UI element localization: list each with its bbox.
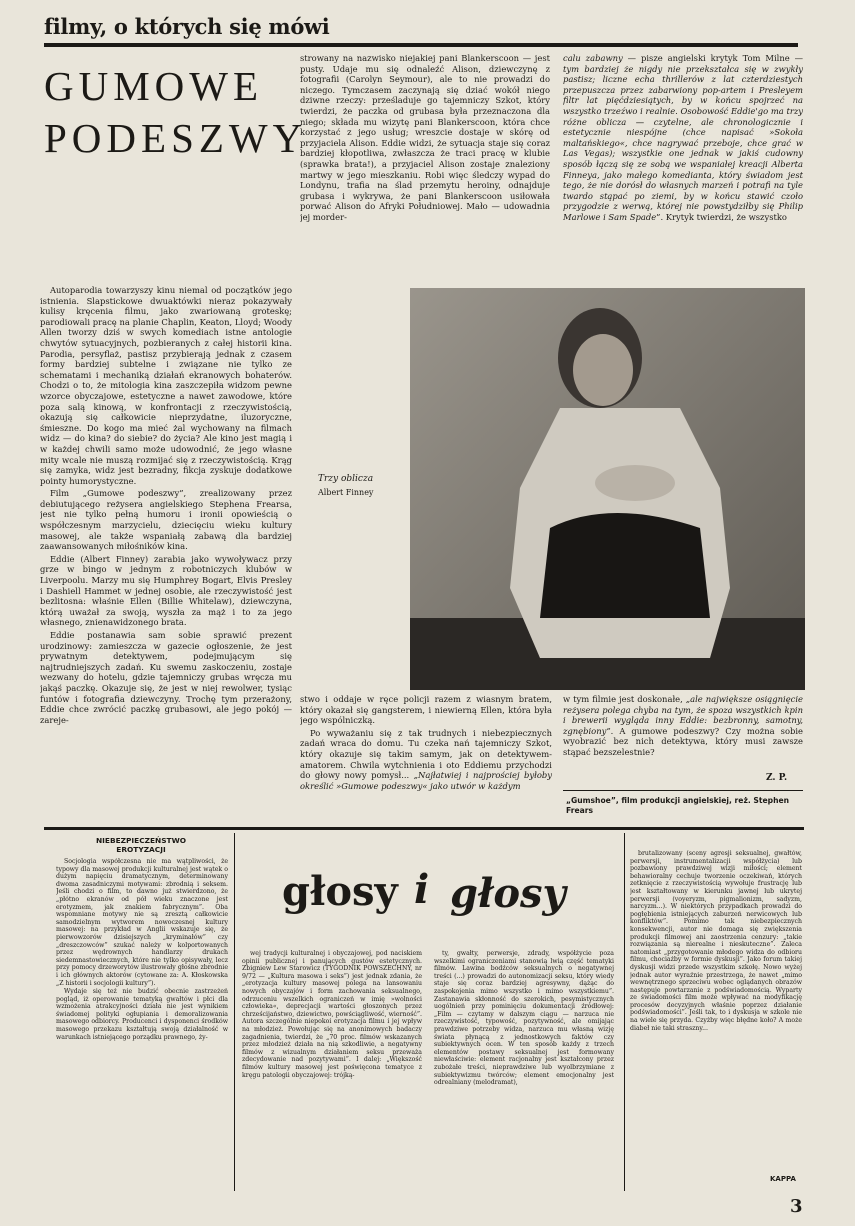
section-header: filmy, o których się mówi [44,14,330,39]
voices-title-part3: głosy [450,870,566,917]
article-col3-bottom [563,694,803,772]
col3-bottom-quote: „ale największe osiągnięcie reżysera polega chyba na tym, że spoza wszystkich kpin i brewerii wygląda inny Eddie: bezbronny, samotny, zgnębiony” [563,694,803,736]
film-still-photo [410,288,805,690]
col2-bottom-text: Po wyważaniu się z tak trudnych i niebezpiecznych zadań wraca do domu. Tu czeka nań tajemniczy Szkot, który okazuje się takim samym, jak on detektywem-amatorem. Chwila wytchnienia i oto Eddiemu przychodzi do głowy nowy pomysł... [300,727,552,781]
col3-quote-a: calu zabawny [563,53,623,63]
voices-left-paragraph-1: Socjologia współczesna nie ma wątpliwości, że typowy dla masowej produkcji kulturalnej jest wątek o dużym napięciu dramatycznym, determinowany dwoma zasadniczymi motywami: zbrodnią i seksem. Jeśli chodzi o film, to dawno już stwierdzono, że „płótno ekranów od pół wieku znaczone jest erotyzmem, jak znakiem fabrycznym”. Oba wspomniane motywy nie są zresztą całkowicie samodzielnym wytworem nowoczesnej kultury masowej: na przykład w Anglii wskazuje się, że pierwowzorów dzisiejszych „kryminałów” czy „dreszczowców” szukać należy w kolportowanych przez wędrownych handlarzy drukach siedemnastowiecznych, które nie tylko opisywały, lecz przy pomocy drzeworytów ilustrowały głośne zbrodnie i ich głównych aktorów (cytowane za: A. Kłoskowska „Z historii i socjologii kultury”). [56,858,228,987]
article-col1 [40,285,292,807]
col1-paragraph-2: Film „Gumowe podeszwy”, zrealizowany przez debiutującego reżysera angielskiego Stephena Frearsa, jest nie tylko pełną humoru i ironii opowieścią o współczesnym marzycielu, dziecięciu wieku kultury masowej, ale także wspaniałą zabawą dla bardziej zaawansowanych miłośników kina. [40,488,292,552]
voices-mid2-paragraph: ty, gwałty, perwersje, zdrady, współżycie poza wszelkimi ograniczeniami stanowią lwią część tematyki filmów. Lawina bodźców seksualnych o negatywnej treści (...) prowadzi do autonomizacji seksu, który wiedy staje się coraz bardziej agresywny, dążąc do zaspokojenia mimo wszystko i mimo wszystkiemu”. Zastanawia skłonność do szerokich, pesymistycznych uogólnień przy pominięciu dokumentacji źródłowej: „Film — czytamy w dalszym ciągu — narzuca nie rzeczywistość, typowość, pozytywność, ale omijając prawdziwe potrzeby widza, narzuca mu własną wizję świata płynącą z jednostkowych faktów czy subiektywnych ocen. W ten sposób każdy z trzech elementów postawy seksualnej jest formowany niewłaściwie: element racjonalny jest kształcony przez zubożałe treści, nieprawdziwe lub wyolbrzymiane z subiektywizmu twórców; element emocjonalny jest odrealniany (melodramat), [434,950,614,1087]
col2-bottom-paragraph-2 [300,728,552,792]
title-line-1: GUMOWE [44,63,264,109]
article-col2-top [300,53,550,273]
voices-title-part1: głosy [282,868,398,915]
col3-tail: ”. Krytyk twierdzi, że wszystko [656,211,787,222]
voices-title-part2: i [414,866,430,913]
photo-caption-name: Albert Finney [318,488,374,497]
col3-bottom-a: w tym filmie jest doskonałe, [563,694,686,704]
col1-paragraph-1: Autoparodia towarzyszy kinu niemal od początków jego istnienia. Slapstickowe dwuaktówki nieraz pokazywały kulisy kręcenia filmu, jako zwariowaną groteskę; parodiowali pracę na planie Chaplin, Keaton, Lloyd; Woody Allen tworzy dziś w swych komediach istne antologie chwytów sytuacyjnych, pozbieranych z całej historii kina. Parodia, persyflaż, pastisz przybierają jednak z czasem formy bardziej subtelne i związane nie tylko ze schematami i mechaniką działań ekranowych bohaterów. Chodzi o to, że mitologia kina zaszczepiła widzom pewne wzorce obyczajowe, estetyczne a nawet zawodowe, które poza salą kinową, w konfrontacji z rzeczywistością, okazują się całkowicie nieprzydatne, iluzoryczne, śmieszne. Do kogo ma mieć żal wychowany na filmach widz — do kina? do siebie? do życia? Ale kino jest magią i w każdej chwili samo może udowodnić, że jego własne mity wcale nie muszą rozmijać się z rzeczywistością. Krąg się zamyka, widz jest bezradny, fikcja zyskuje dodatkowe pointy humorystyczne. [40,285,292,486]
title-line-2: PODESZWY [44,115,308,161]
voices-signature: KAPPA [770,1175,796,1183]
page-number: 3 [790,1196,803,1217]
article-col3-top [563,53,803,273]
voices-right-paragraph: brutalizowany (sceny agresji seksualnej, gwałtów, perwersji, instrumentalizacji współżycia) lub pozbawiony prawdziwej wizji miłości; element behawioralny cechuje tworzenie oczekiwań, których zetknięcie z rzeczywistością wywołuje frustrację lub jest kształtowany w kierunku jawnej lub ukrytej perwersji (voyeryzm, pigmalionizm, sadyzm, narcyzm...). W niektórych przypadkach prowadzi do pogłębienia istniejących zaburzeń nerwicowych lub konfliktów”. Pomimo tak niebezpiecznych konsekwencji, autor nie domaga się zwiększenia produkcji filmowej ani zaostrzenia cenzury: „takie rozwiązania są nierealne i nieskuteczne”. Zaleca natomiast „przygotowanie młodego widza do odbioru filmu, chociażby w formie dyskusji”. Jako forum takiej dyskusji widzi przede wszystkim szkołę. Nowo wyżej jednak autor wyraźnie przestrzega, że nawet „mimo wewnętrznego sprzeciwu wobec oglądanych obrazów następuje powtarzanie z podświadomością. Wyparty ze świadomości film może wpływać na modyfikację procesów decyzyjnych właśnie poprzez działanie podświadomości”. Jeśli tak, to i dyskusja w szkole nie na wiele się przyda. Czyżby więc błędne koło? A może diabeł nie taki straszny... [630,850,802,1032]
voices-box-heading [48,836,234,854]
col1-paragraph-3: Eddie (Albert Finney) zarabia jako wywoływacz przy grze w bingo w jednym z robotniczych klubów w Liverpoolu. Marzy mu się Humphrey Bogart, Elvis Presley i Dashiell Hammet w jednej osobie, ale rzeczywistość jest bezlitosna: właśnie Ellen (Billie Whitelaw), dziewczyna, którą uważał za swoją, wyszła za mąż i to za jego własnego, znienawidzonego brata. [40,553,292,628]
col2-top-paragraph: strowany na nazwisko niejakiej pani Blankerscoon — jest pusty. Udaje mu się odnaleźć Alison, dziewczynę z fotografii (Carolyn Seymour), ale to nie prowadzi do niczego. Tymczasem zaczynają się dziać wokół niego dziwne rzeczy: prześladuje go tajemniczy Szkot, który twierdzi, że paczka od grubasa była przeznaczona dla niego; składa mu wizytę pani Blankerscoon, która chce korzystać z jego usług; wreszcie dostaje w skórę od przyjaciela Alison. Eddie widzi, że sytuacja staje się coraz bardziej kłopotliwa, zwłaszcza że traci pracę w klubie (sprawka brata!), a przyjaciel Alison zostaje znaleziony martwy w jego mieszkaniu. Robi więc śledczy wypad do Londynu, trafia na ślad przemytu heroiny, odnajduje grubasa i wykrywa, że pani Blankerscoon usiłowała porwać Alison do Afryki Południowej. Mało — udowadnia jej morder- [300,53,550,222]
col2-bottom-quote: „Najłatwiej i najprościej byłoby określić »Gumowe podeszwy« jako utwór w każdym [300,770,552,791]
col3-top-paragraph [563,53,803,223]
voices-mid1-paragraph: wej tradycji kulturalnej i obyczajowej, pod naciskiem opinii publicznej i panujących gustów estetycznych. Zbigniew Lew Starowicz (TYGODNIK POWSZECHNY, nr 9/72 — „Kultura masowa i seks”) jest jednak zdania, że „erotyzacja kultury masowej polega na lansowaniu nowych obyczajów i form zachowania seksualnego, odrzuceniu wszelkich ograniczeń w imię »wolności człowieka«, deprecjacji wartości głoszonych przez chrześcijaństwo, dziewictwo, powściągliwość, wierność”. Autora szczególnie niepokoi erotyzacja filmu i jej wpływ na młodzież. Powołując się na anonimowych badaczy zagadnienia, twierdzi, że „70 proc. filmów wskazanych przez młodzież działa na nią szkodliwie, a negatywny filmów z wizualnym działaniem seksu przeważa zdecydowanie nad pozytywami”. I dalej: „Większość filmów kultury masowej jest poświęcona tematyce z kręgu patologii obyczajowej: trójką- [242,950,422,1079]
photo-caption-title: Trzy oblicza [318,474,374,484]
voices-left-column [56,858,228,1188]
voices-title [282,868,627,938]
col3-bottom-c: . A gumowe podeszwy? Czy można sobie wyobrazić bez nich detektywa, który musi zawsze stąpać bezszelestnie? [563,725,803,757]
voices-mid-column-2 [434,950,614,1190]
col3-bottom-paragraph [563,694,803,758]
article-signature: Z. P. [766,773,788,783]
col3-attrib: — pisze angielski krytyk Tom Milne — [622,53,803,63]
article-col2-bottom [300,694,552,826]
col3-quote-c: tym bardziej że nigdy nie przekształca się w zwykły pastisz; liczne echa thrillerów z lat czterdziestych przepuszcza przez zabarwiony pop-artem i Presleyem filtr lat pięćdziesiątych, by w końcu spojrzeć na wszystko trzeźwo i realnie. Osobowość Eddie'go ma trzy różne oblicza — czytelne, ale chronologicznie i estetycznie niespójne (chce napisać »Sokoła maltańskiego«, chce nagrywać przeboje, chce grać w Las Vegas); wszystkie one jednak w jakiś cudowny sposób łączą się ze sobą we wspaniałej kreacji Alberta Finneya, jako małego komedianta, który świadom jest tego, że nie dorósł do własnych marzeń i potrafi na tyle twardo stąpać po ziemi, by w końcu stawić czoło przygodzie z werwą, której nie powstydziłby się Philip Marlowe i Sam Spade [563,63,803,222]
film-credit: „Gumshoe”, film produkcji angielskiej, reż. Stephen Frears [566,796,790,815]
col2-bottom-paragraph-1: stwo i oddaje w ręce policji razem z wiasnym bratem, który okazał się gangsterem, i niewierną Ellen, która była jego wspólniczką. [300,694,552,726]
voices-box-heading-line1: NIEBEZPIECZEŃSTWO [95,836,187,845]
voices-left-paragraph-2: Wydaje się też nie budzić obecnie zastrzeżeń pogląd, iż operowanie tematyką gwałtów i płci dla wzmożenia atrakcyjności działa nie jest wynikiem świadomej polityki ogłupiania i demoralizowania masowego odbiorcy. Producenci i dysponenci środków masowego przekazu kształtują swoją działalność w warunkach istniejącego porządku prawnego, ży- [56,988,228,1041]
voices-box-heading-line2: EROTYZACJI [116,845,166,854]
article-title [44,60,308,164]
credit-rule [563,790,803,791]
header-rule [44,43,798,47]
col1-paragraph-4: Eddie postanawia sam sobie sprawić prezent urodzinowy: zamieszcza w gazecie ogłoszenie, że jest prywatnym detektywem, podejmującym się najtrudniejszych zadań. Ku swemu zaskoczeniu, zostaje wezwany do hotelu, gdzie tajemniczy grubas wręcza mu jakąś paczkę. Okazuje się, że jest w niej rewolwer, tysiąc funtów i fotografia dziewczyny. Trochę tym przerażony, Eddie chce zwrócić paczkę grubasowi, ale jego pokój — zareje- [40,630,292,725]
photo-illustration [410,288,805,690]
voices-mid-column-1 [242,950,422,1190]
voices-right-column [630,850,802,1170]
section-separator [44,827,804,830]
